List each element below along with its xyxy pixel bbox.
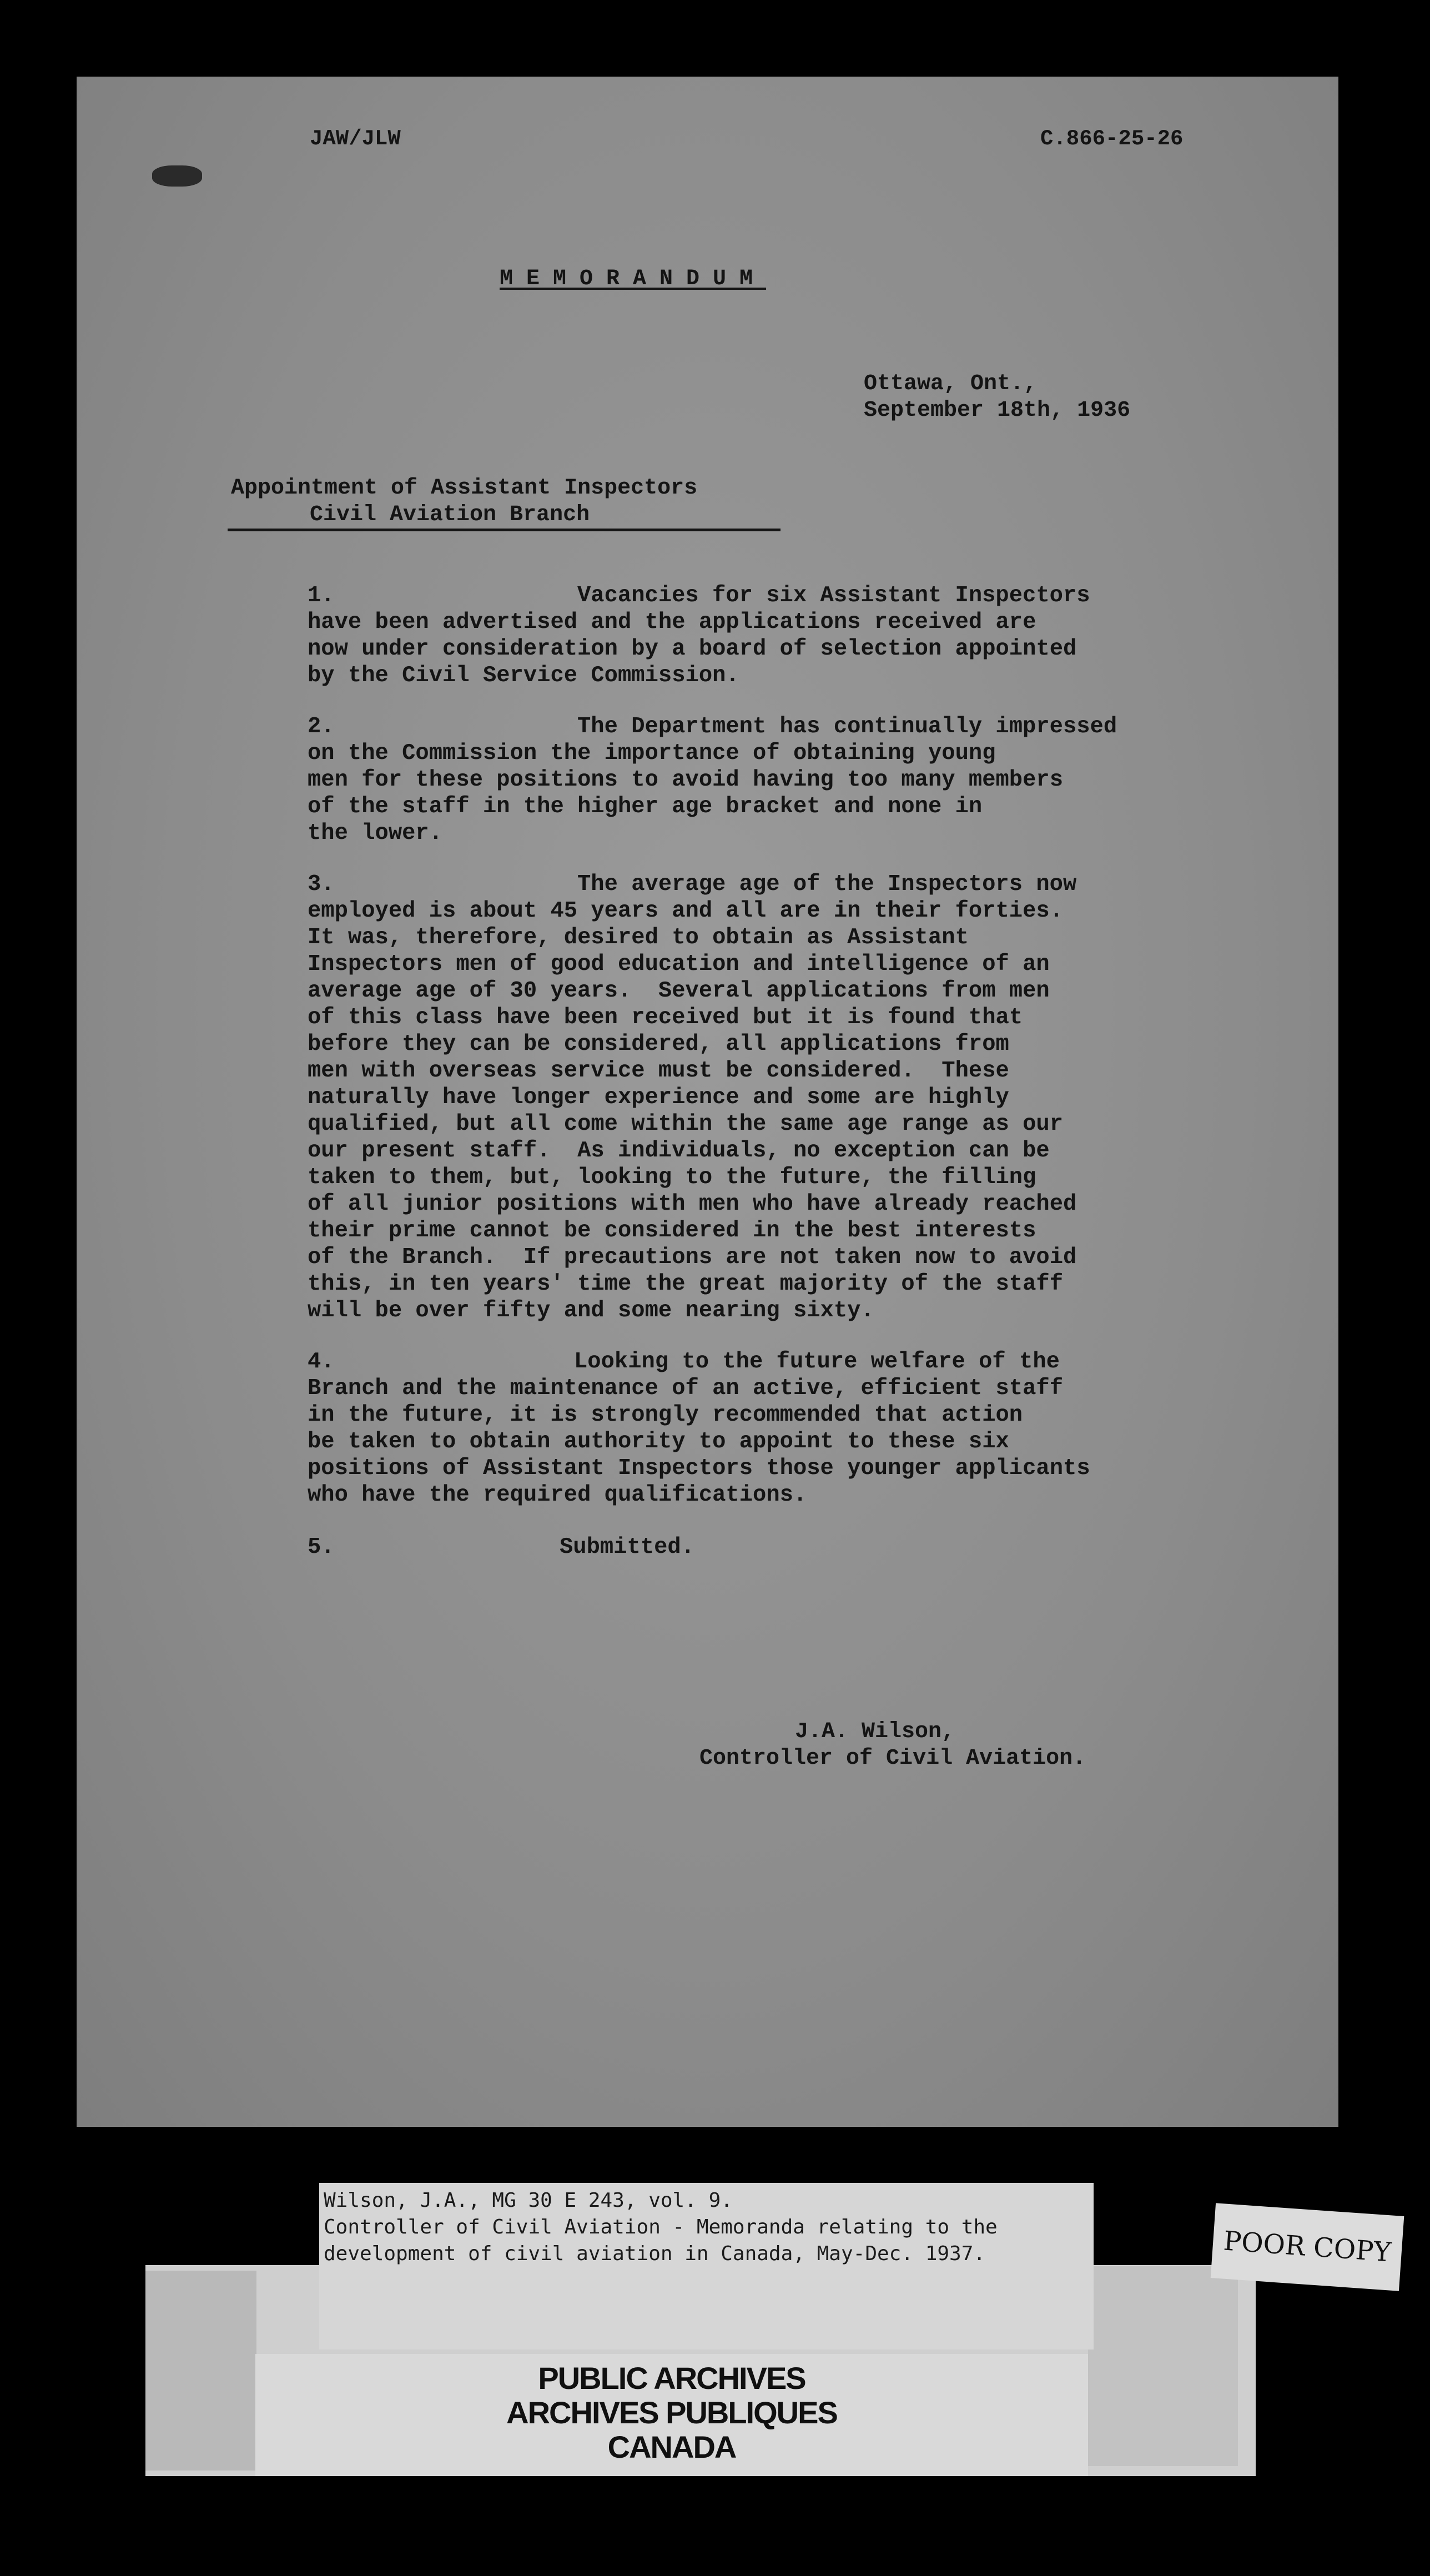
paragraph-line: men for these positions to avoid having too many members bbox=[308, 767, 1064, 793]
paragraph-line: taken to them, but, looking to the future, the filling bbox=[308, 1165, 1036, 1190]
paragraph-line: of the Branch. If precautions are not taken now to avoid bbox=[308, 1245, 1077, 1270]
paragraph-line: of this class have been received but it is found that bbox=[308, 1005, 1023, 1030]
paragraph-line: of all junior positions with men who have already reached bbox=[308, 1191, 1077, 1217]
paragraph-line: The average age of the Inspectors now bbox=[577, 872, 1077, 897]
archive-label-line-2: Controller of Civil Aviation - Memoranda relating to the bbox=[324, 2216, 998, 2238]
paragraph-line: their prime cannot be considered in the best interests bbox=[308, 1218, 1036, 1244]
paragraph-line: naturally have longer experience and some are highly bbox=[308, 1085, 1009, 1110]
reference-initials: JAW/JLW bbox=[310, 127, 401, 151]
poor-copy-note: POOR COPY bbox=[1211, 2203, 1404, 2291]
paragraph-line: this, in ten years' time the great majority of the staff bbox=[308, 1271, 1064, 1297]
archive-label bbox=[319, 2183, 1094, 2349]
archive-label-line-1: Wilson, J.A., MG 30 E 243, vol. 9. bbox=[324, 2189, 733, 2212]
file-number: C.866-25-26 bbox=[1040, 127, 1184, 151]
paragraph-number: 5. bbox=[308, 1534, 335, 1560]
paragraph-line: Branch and the maintenance of an active, efficient staff bbox=[308, 1376, 1064, 1401]
paragraph-line: the lower. bbox=[308, 821, 443, 846]
archive-stamp bbox=[255, 2354, 1088, 2476]
paragraph-line: Looking to the future welfare of the bbox=[574, 1349, 1060, 1375]
paragraph-line: on the Commission the importance of obtaining young bbox=[308, 741, 996, 766]
archive-stamp-line-3: CANADA bbox=[607, 2429, 736, 2464]
paragraph-line: by the Civil Service Commission. bbox=[308, 663, 739, 688]
archive-stamp-line-2: ARCHIVES PUBLIQUES bbox=[506, 2395, 837, 2430]
memo-title: MEMORANDUM bbox=[500, 266, 767, 291]
paragraph-number: 3. bbox=[308, 872, 335, 897]
subject-line-1: Appointment of Assistant Inspectors bbox=[231, 476, 698, 501]
subject-underline bbox=[228, 529, 781, 531]
paragraph-line: our present staff. As individuals, no exception can be bbox=[308, 1138, 1050, 1164]
paragraph-line: employed is about 45 years and all are in their forties. bbox=[308, 898, 1064, 924]
archive-label-line-3: development of civil aviation in Canada, May-Dec. 1937. bbox=[324, 2242, 986, 2265]
paragraph-number: 2. bbox=[308, 714, 335, 739]
paragraph-number: 1. bbox=[308, 583, 335, 608]
archive-stamp-line-1: PUBLIC ARCHIVES bbox=[538, 2361, 805, 2396]
paragraph-line: be taken to obtain authority to appoint to these six bbox=[308, 1429, 1009, 1455]
tape-right-edge bbox=[1088, 2266, 1238, 2466]
paragraph-number: 4. bbox=[308, 1349, 335, 1375]
paragraph-line: positions of Assistant Inspectors those younger applicants bbox=[308, 1456, 1090, 1481]
paragraph-line: The Department has continually impressed bbox=[577, 714, 1117, 739]
paragraph-line: of the staff in the higher age bracket and none in bbox=[308, 794, 983, 819]
ink-smudge bbox=[152, 165, 202, 187]
paragraph-line: have been advertised and the applications received are bbox=[308, 610, 1036, 635]
paragraph-line: Vacancies for six Assistant Inspectors bbox=[577, 583, 1090, 608]
paragraph-line: before they can be considered, all applications from bbox=[308, 1032, 1009, 1057]
tape-left-edge bbox=[145, 2271, 256, 2471]
paragraph-line: who have the required qualifications. bbox=[308, 1482, 807, 1508]
paragraph-line: men with overseas service must be considered. These bbox=[308, 1058, 1009, 1084]
paragraph-line: qualified, but all come within the same age range as our bbox=[308, 1111, 1064, 1137]
paragraph-line: average age of 30 years. Several applications from men bbox=[308, 978, 1050, 1004]
paragraph-line: in the future, it is strongly recommended that action bbox=[308, 1402, 1023, 1428]
signature-name: J.A. Wilson, bbox=[795, 1719, 955, 1744]
paragraph-line: It was, therefore, desired to obtain as Assistant bbox=[308, 925, 969, 950]
memo-place: Ottawa, Ont., bbox=[864, 371, 1038, 396]
memo-date: September 18th, 1936 bbox=[864, 398, 1131, 423]
signature-title: Controller of Civil Aviation. bbox=[699, 1746, 1086, 1771]
memo-page bbox=[77, 77, 1338, 2127]
paragraph-line: Inspectors men of good education and intelligence of an bbox=[308, 952, 1050, 977]
paragraph-line: will be over fifty and some nearing sixty. bbox=[308, 1298, 874, 1324]
paragraph-line: Submitted. bbox=[560, 1534, 695, 1560]
subject-line-2: Civil Aviation Branch bbox=[310, 502, 590, 527]
paragraph-line: now under consideration by a board of selection appointed bbox=[308, 636, 1077, 662]
